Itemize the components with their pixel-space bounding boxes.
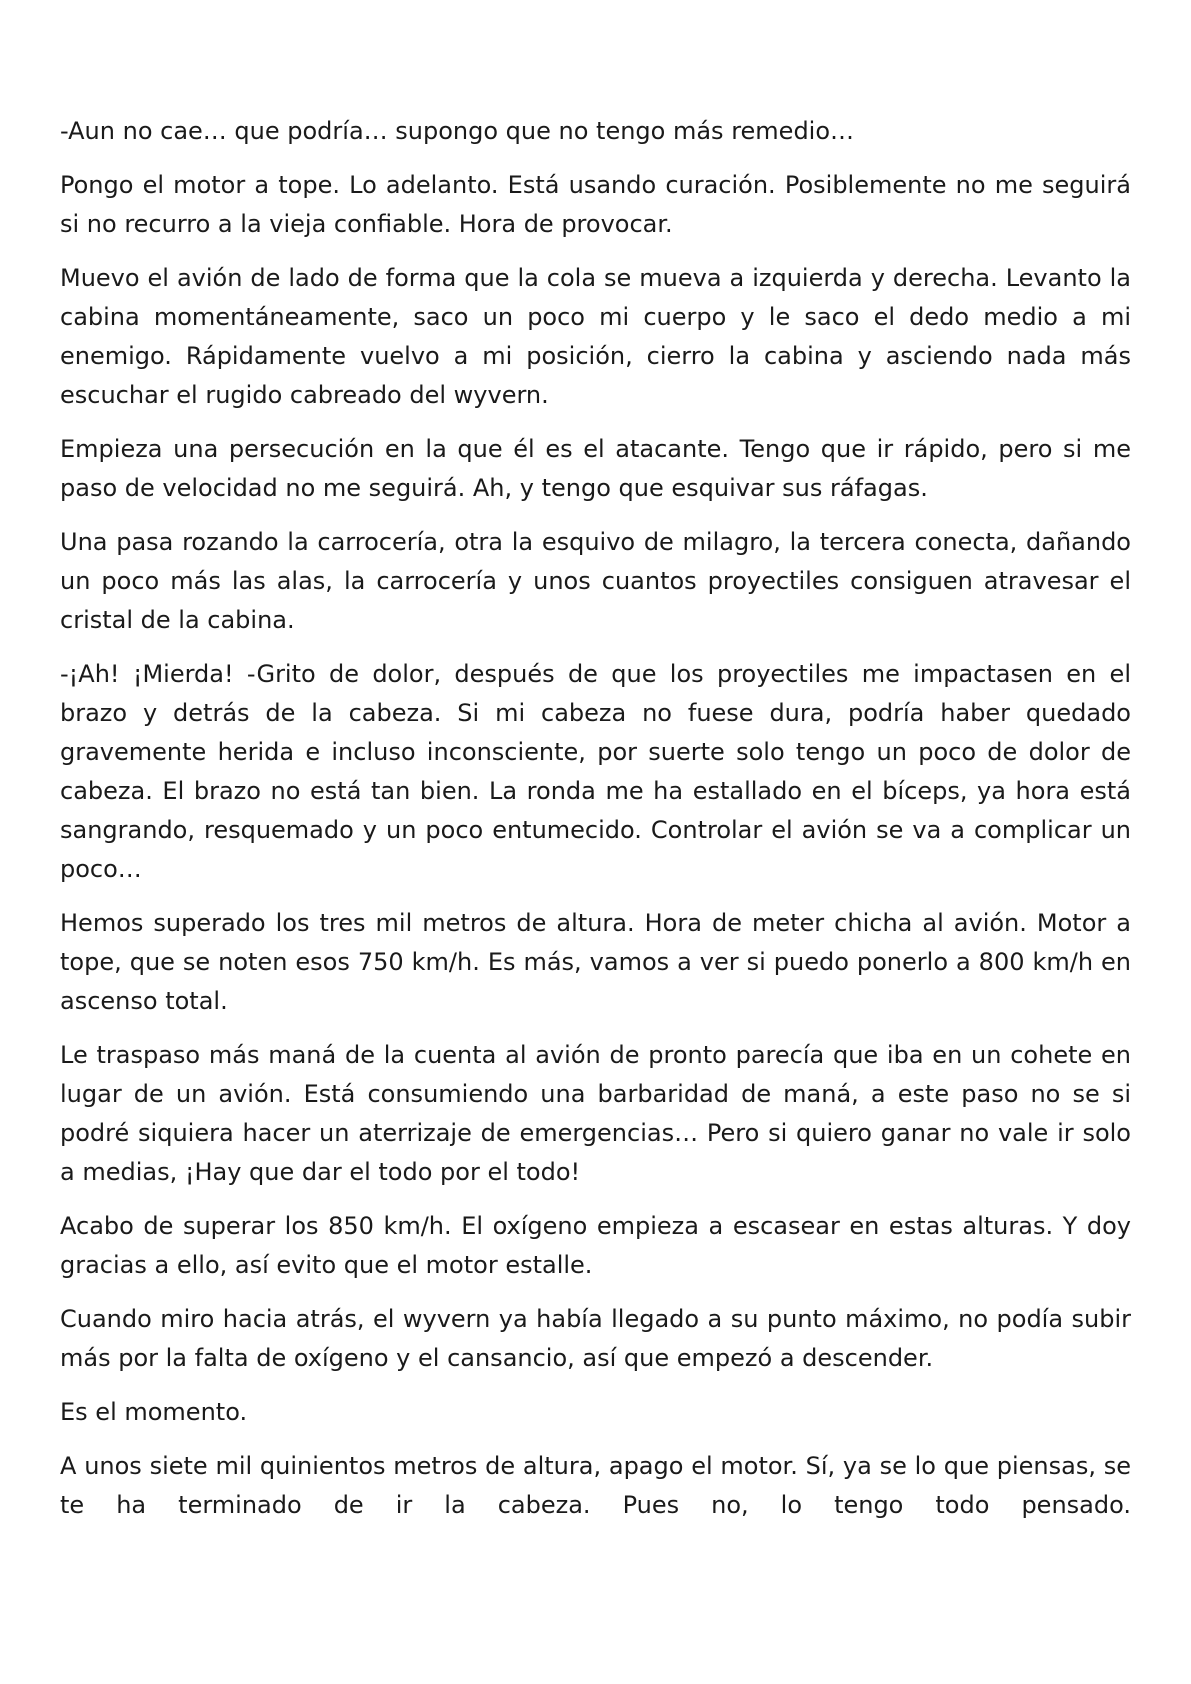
paragraph-9: Acabo de superar los 850 km/h. El oxígeno empieza a escasear en estas alturas. Y doy gracias a ello, así evito que el motor estalle. bbox=[60, 1212, 1131, 1279]
paragraph-12: A unos siete mil quinientos metros de altura, apago el motor. Sí, ya se lo que piensas, se te ha terminado de ir la cabeza. Pues no, lo tengo todo pensado. bbox=[60, 1452, 1131, 1519]
paragraph-7: Hemos superado los tres mil metros de altura. Hora de meter chicha al avión. Motor a tope, que se noten esos 750 km/h. Es más, vamos a ver si puedo ponerlo a 800 km/h en ascenso total. bbox=[60, 909, 1131, 1015]
paragraph-1: -Aun no cae… que podría… supongo que no tengo más remedio… bbox=[60, 117, 855, 145]
paragraph-3: Muevo el avión de lado de forma que la cola se mueva a izquierda y derecha. Levanto la cabina momentáneamente, saco un poco mi cuerpo y le saco el dedo medio a mi enemigo. Rápidamente vuelvo a mi posición, cierro la cabina y asciendo nada más escuchar el rugido cabreado del wyvern. bbox=[60, 264, 1131, 409]
paragraph-5: Una pasa rozando la carrocería, otra la esquivo de milagro, la tercera conecta, dañando un poco más las alas, la carrocería y unos cuantos proyectiles consiguen atravesar el cristal de la cabina. bbox=[60, 528, 1131, 634]
paragraph-10: Cuando miro hacia atrás, el wyvern ya había llegado a su punto máximo, no podía subir más por la falta de oxígeno y el cansancio, así que empezó a descender. bbox=[60, 1305, 1131, 1372]
paragraph-6: -¡Ah! ¡Mierda! -Grito de dolor, después de que los proyectiles me impactasen en el brazo y detrás de la cabeza. Si mi cabeza no fuese dura, podría haber quedado gravemente herida e incluso inconsciente, por suerte solo tengo un poco de dolor de cabeza. El brazo no está tan bien. La ronda me ha estallado en el bíceps, ya hora está sangrando, resquemado y un poco entumecido. Controlar el avión se va a complicar un poco… bbox=[60, 660, 1131, 883]
paragraph-11: Es el momento. bbox=[60, 1398, 248, 1426]
paragraph-4: Empieza una persecución en la que él es el atacante. Tengo que ir rápido, pero si me paso de velocidad no me seguirá. Ah, y tengo que esquivar sus ráfagas. bbox=[60, 435, 1131, 502]
document-page bbox=[60, 112, 1131, 1540]
paragraph-8: Le traspaso más maná de la cuenta al avión de pronto parecía que iba en un cohete en lugar de un avión. Está consumiendo una barbaridad de maná, a este paso no se si podré siquiera hacer un aterrizaje de emergencias… Pero si quiero ganar no vale ir solo a medias, ¡Hay que dar el todo por el todo! bbox=[60, 1041, 1131, 1186]
paragraph-2: Pongo el motor a tope. Lo adelanto. Está usando curación. Posiblemente no me seguirá si no recurro a la vieja confiable. Hora de provocar. bbox=[60, 171, 1131, 238]
